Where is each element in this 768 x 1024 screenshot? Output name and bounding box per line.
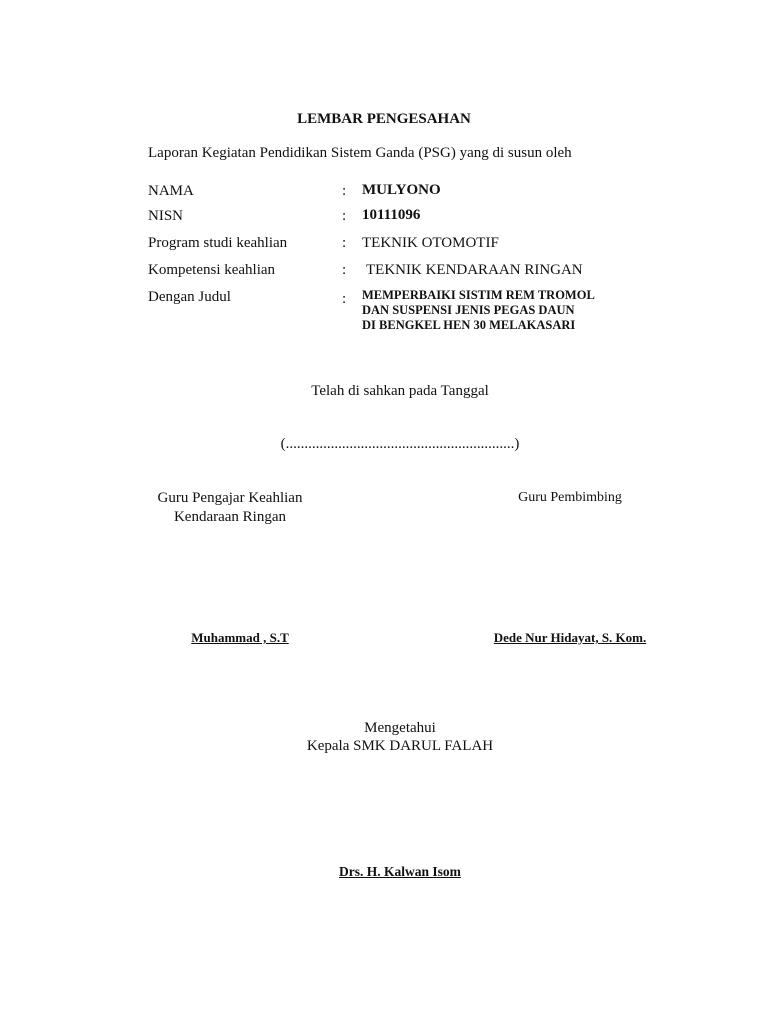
left-signatory-role-line2: Kendaraan Ringan [173, 509, 287, 525]
field-value-nama: MULYONO [362, 182, 441, 198]
field-sep: : [342, 262, 347, 278]
field-sep: : [342, 235, 347, 251]
field-label-judul: Dengan Judul [148, 289, 231, 305]
page-title: LEMBAR PENGESAHAN [297, 111, 471, 127]
right-signatory-role: Guru Pembimbing [518, 490, 622, 505]
right-signatory-name: Dede Nur Hidayat, S. Kom. [493, 630, 647, 645]
bottom-signatory-name: Drs. H. Kalwan Isom [339, 864, 461, 879]
field-label-nama: NAMA [148, 183, 194, 199]
field-sep: : [342, 291, 347, 307]
left-signatory-role-line1: Guru Pengajar Keahlian [157, 490, 303, 506]
bottom-signatory-role-line2: Kepala SMK DARUL FALAH [306, 738, 494, 754]
field-value-judul-line2: DAN SUSPENSI JENIS PEGAS DAUN [362, 303, 575, 317]
field-label-nisn: NISN [148, 208, 184, 224]
field-value-nisn: 10111096 [362, 207, 421, 223]
field-sep: : [342, 183, 347, 199]
intro-text: Laporan Kegiatan Pendidikan Sistem Ganda (PSG) yang di susun oleh [148, 145, 572, 161]
field-value-kompetensi: TEKNIK KENDARAAN RINGAN [366, 262, 583, 278]
field-sep: : [342, 208, 347, 224]
field-label-program: Program studi keahlian [148, 235, 288, 251]
field-value-program: TEKNIK OTOMOTIF [362, 235, 499, 251]
approval-text: Telah di sahkan pada Tanggal [311, 383, 489, 399]
bottom-signatory-role-line1: Mengetahui [364, 720, 436, 736]
field-label-kompetensi: Kompetensi keahlian [148, 262, 276, 278]
approval-date-blank: (.............................................................) [280, 436, 520, 452]
field-value-judul-line1: MEMPERBAIKI SISTIM REM TROMOL [362, 288, 595, 302]
left-signatory-name: Muhammad , S.T [191, 630, 289, 645]
field-value-judul-line3: DI BENGKEL HEN 30 MELAKASARI [362, 318, 576, 332]
